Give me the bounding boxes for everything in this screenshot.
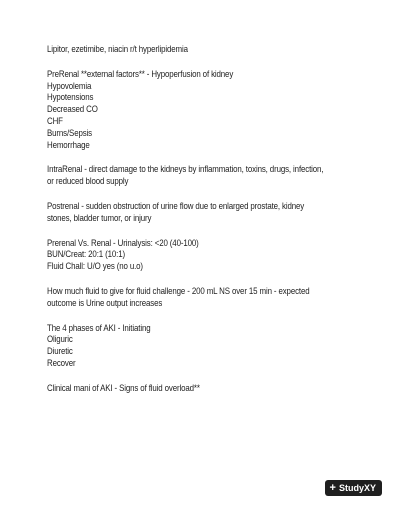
text-line: Clinical mani of AKI - Signs of fluid overload** [47, 382, 200, 393]
plus-icon: + [329, 481, 336, 494]
text-line: Recover [47, 357, 76, 368]
text-line: Hemorrhage [47, 139, 90, 150]
text-line: Oliguric [47, 334, 73, 345]
text-line: stones, bladder tumor, or injury [47, 212, 152, 223]
text-line: PreRenal **external factors** - Hypoperfusion of kidney [47, 68, 234, 79]
text-line: Burns/Sepsis [47, 127, 93, 138]
text-line: IntraRenal - direct damage to the kidneys by inflammation, toxins, drugs, infection, [47, 164, 324, 175]
paragraph-fluid-challenge [47, 286, 367, 310]
text-line: The 4 phases of AKI - Initiating [47, 322, 151, 333]
text-line: or reduced blood supply [47, 176, 129, 187]
paragraph-aki-clinical [47, 383, 367, 395]
text-line: CHF [47, 115, 63, 126]
text-line: Hypotensions [47, 92, 94, 103]
studyxy-badge[interactable] [325, 480, 382, 496]
text-line: How much fluid to give for fluid challenge - 200 mL NS over 15 min - expected [47, 285, 310, 296]
note-page [47, 44, 367, 408]
text-line: Postrenal - sudden obstruction of urine flow due to enlarged prostate, kidney [47, 200, 305, 211]
text-line: Fluid Chall: U/O yes (no u.o) [47, 261, 143, 272]
text-line: Decreased CO [47, 104, 98, 115]
text-line: outcome is Urine output increases [47, 297, 163, 308]
paragraph-prerenal-vs-renal [47, 238, 367, 273]
paragraph-aki-phases [47, 323, 367, 370]
text-line: Prerenal Vs. Renal - Urinalysis: <20 (40-100) [47, 237, 199, 248]
badge-label: StudyXY [338, 483, 376, 493]
text-line: Diuretic [47, 346, 73, 357]
paragraph-statin [47, 44, 367, 56]
paragraph-intrarenal [47, 164, 367, 188]
text-line: BUN/Creat: 20:1 (10:1) [47, 249, 125, 260]
paragraph-prerenal [47, 69, 367, 152]
text-line: Lipitor, ezetimibe, niacin r/t hyperlipidemia [47, 44, 188, 54]
text-line: Hypovolemia [47, 80, 92, 91]
paragraph-postrenal [47, 201, 367, 225]
